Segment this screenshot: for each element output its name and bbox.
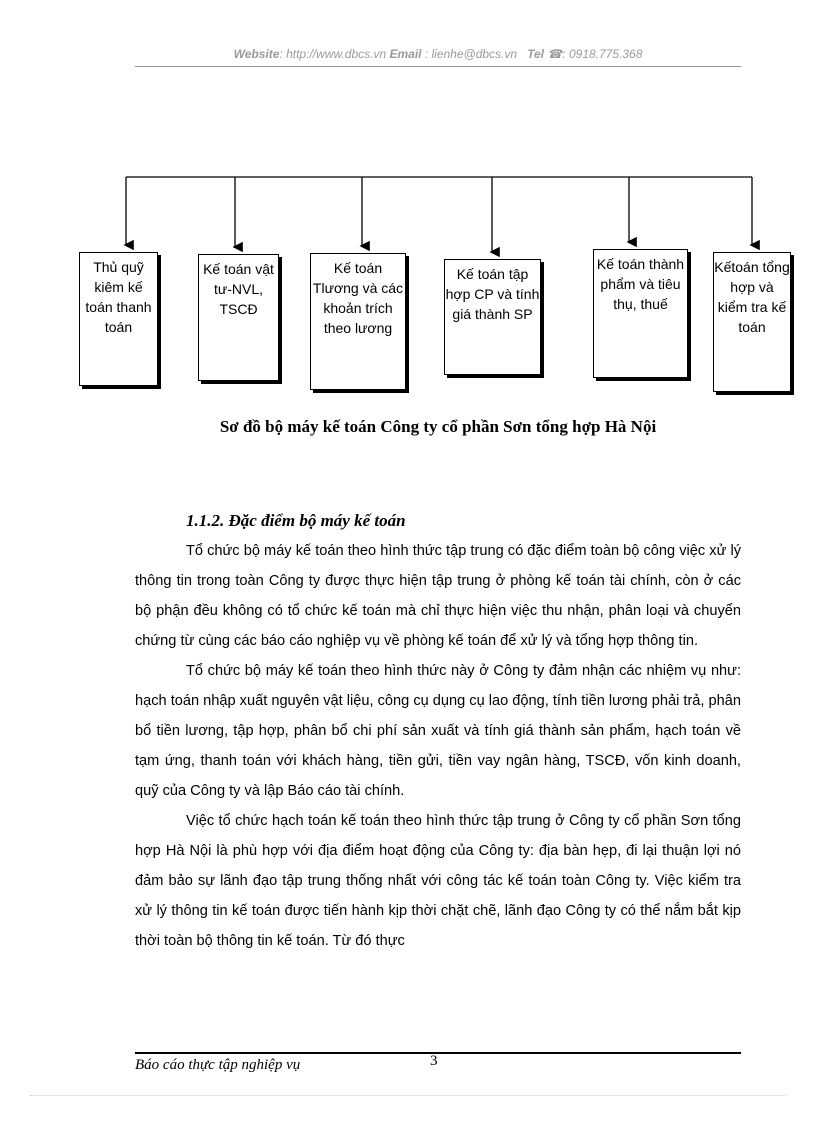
box-vat-tu: Kế toán vật tư-NVL, TSCĐ	[198, 254, 279, 381]
box-thu-quy: Thủ quỹ kiêm kế toán thanh toán	[79, 252, 158, 386]
box-tong-hop: Kếtoán tổng hợp và kiểm tra kế toán	[713, 252, 791, 392]
box-gia-thanh: Kế toán tập hợp CP và tính giá thành SP	[444, 259, 541, 375]
phone-icon: ☎	[547, 47, 563, 61]
paragraph: Tổ chức bộ máy kế toán theo hình thức tập trung có đặc điểm toàn bộ công việc xử lý thông tin trong toàn Công ty được thực hiện tập trung ở phòng kế toán tài chính, còn ở các bộ phận đều không có tổ chức kế toán mà chỉ thực hiện việc thu nhận, phân loại và chuyển chứng từ cùng các báo cáo nghiệp vụ về phòng kế toán để xử lý và tổng hợp thông tin.	[135, 543, 741, 649]
page-number: 3	[430, 1053, 438, 1069]
section-title: 1.1.2. Đặc điểm bộ máy kế toán	[186, 511, 406, 530]
diagram-caption: Sơ đồ bộ máy kế toán Công ty cổ phần Sơn tổng hợp Hà Nội	[219, 417, 657, 436]
box-tien-luong: Kế toán Tlương và các khoản trích theo lương	[310, 253, 406, 390]
email-label: Email	[389, 47, 422, 61]
tel-label: Tel	[527, 47, 544, 61]
paragraph: Việc tổ chức hạch toán kế toán theo hình thức tập trung ở Công ty cổ phần Sơn tổng hợp Hà Nội là phù hợp với địa điểm hoạt động của Công ty: địa bàn hẹp, đi lại thuận lợi nó đảm bảo sự lãnh đạo tập trung thống nhất với công tác kế toán toàn Công ty. Việc kiểm tra xử lý thông tin kế toán được tiến hành kịp thời chặt chẽ, lãnh đạo Công ty có thể nắm bắt kịp thời toàn bộ thông tin kế toán. Từ đó thực	[135, 813, 741, 949]
website-value: : http://www.dbcs.vn	[279, 47, 387, 61]
footer-rule	[135, 1052, 741, 1054]
footer-text: Báo cáo thực tập nghiệp vụ	[135, 1057, 301, 1073]
box-thanh-pham: Kế toán thành phẩm và tiêu thụ, thuế	[593, 249, 688, 378]
email-value: : lienhe@dbcs.vn	[421, 47, 518, 61]
body-text	[135, 536, 741, 956]
website-label: Website	[233, 47, 280, 61]
tel-value: : 0918.775.368	[562, 47, 643, 61]
page-bottom-divider	[30, 1095, 786, 1096]
paragraph: Tổ chức bộ máy kế toán theo hình thức này ở Công ty đảm nhận các nhiệm vụ như: hạch toán nhập xuất nguyên vật liệu, công cụ dụng cụ lao động, tính tiền lương phải trả, phân bổ tiền lương, tập hợp, phân bổ chi phí sản xuất và tính giá thành sản phẩm, hạch toán về tạm ứng, thanh toán với khách hàng, tiền gửi, tiền vay ngân hàng, TSCĐ, vốn kinh doanh, quỹ của Công ty và lập Báo cáo tài chính.	[135, 663, 741, 799]
